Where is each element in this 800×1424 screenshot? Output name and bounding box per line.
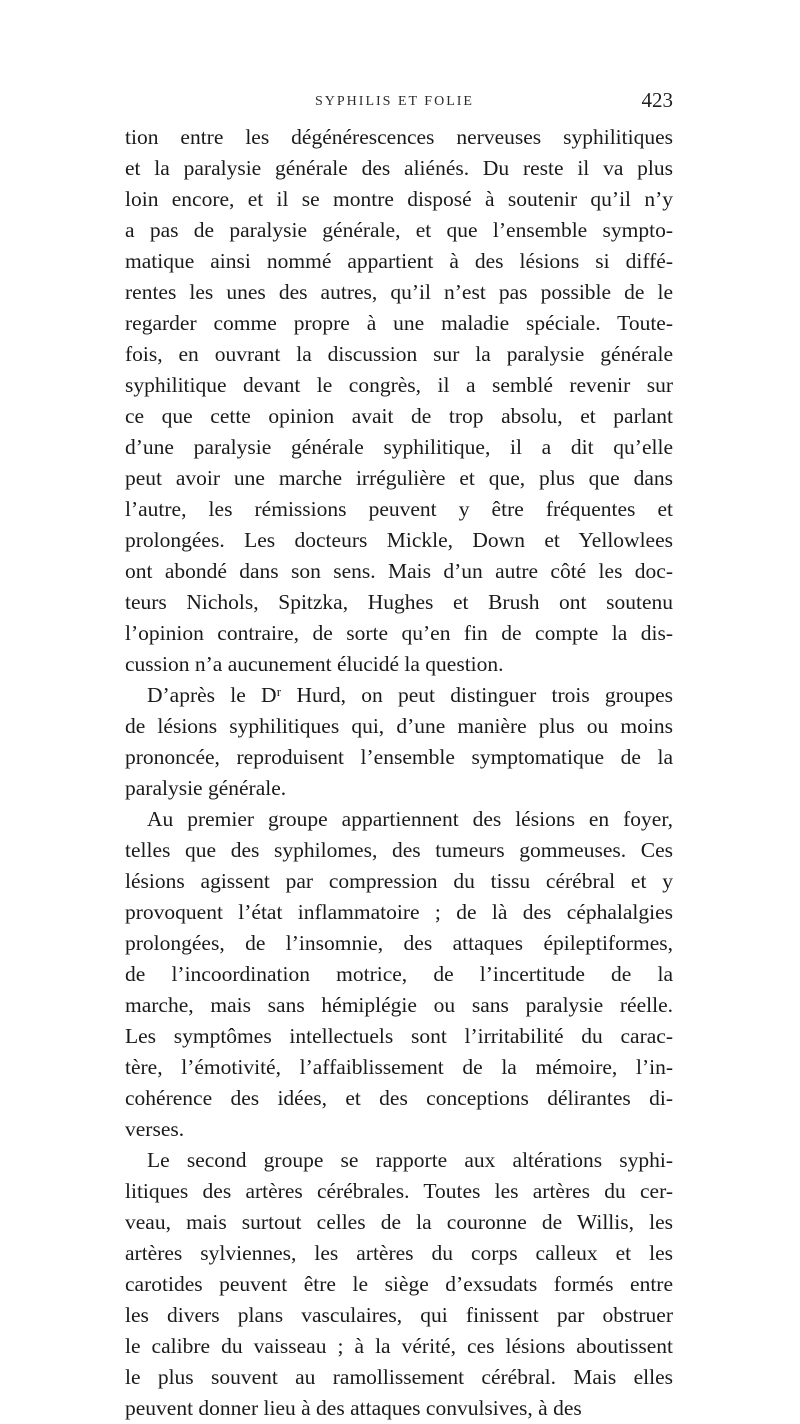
text-line: fois, en ouvrant la discussion sur la paralysie générale: [125, 342, 673, 366]
text-line: cohérence des idées, et des conceptions délirantes di-: [125, 1086, 673, 1110]
text-line: syphilitique devant le congrès, il a semblé revenir sur: [125, 373, 673, 397]
text-line: provoquent l’état inflammatoire ; de là des céphalalgies: [125, 900, 673, 924]
text-line: Les symptômes intellectuels sont l’irritabilité du carac-: [125, 1024, 673, 1048]
text-line: ce que cette opinion avait de trop absolu, et parlant: [125, 404, 673, 428]
text-line: Au premier groupe appartiennent des lésions en foyer,: [147, 807, 673, 831]
text-line: carotides peuvent être le siège d’exsudats formés entre: [125, 1272, 673, 1296]
paragraph: [125, 804, 673, 1145]
text-line: tère, l’émotivité, l’affaiblissement de la mémoire, l’in-: [125, 1055, 673, 1079]
text-line: prononcée, reproduisent l’ensemble symptomatique de la: [125, 745, 673, 769]
text-line: peut avoir une marche irrégulière et que, plus que dans: [125, 466, 673, 490]
text-line: rentes les unes des autres, qu’il n’est pas possible de le: [125, 280, 673, 304]
text-line: prolongées, de l’insomnie, des attaques épileptiformes,: [125, 931, 673, 955]
text-line: D’après le Dʳ Hurd, on peut distinguer trois groupes: [147, 683, 673, 707]
paragraph: [125, 1145, 673, 1424]
text-line: matique ainsi nommé appartient à des lésions si diffé-: [125, 249, 673, 273]
text-line: le calibre du vaisseau ; à la vérité, ces lésions aboutissent: [125, 1334, 673, 1358]
book-page: [125, 88, 673, 1424]
text-line: artères sylviennes, les artères du corps calleux et les: [125, 1241, 673, 1265]
text-line: peuvent donner lieu à des attaques convulsives, à des: [125, 1396, 582, 1420]
text-line: verses.: [125, 1117, 185, 1141]
running-head: [125, 88, 673, 122]
text-line: cussion n’a aucunement élucidé la question.: [125, 652, 504, 676]
running-head-title: SYPHILIS ET FOLIE: [315, 94, 474, 109]
text-line: d’une paralysie générale syphilitique, il a dit qu’elle: [125, 435, 673, 459]
text-line: marche, mais sans hémiplégie ou sans paralysie réelle.: [125, 993, 673, 1017]
paragraph: [125, 122, 673, 680]
text-line: et la paralysie générale des aliénés. Du reste il va plus: [125, 156, 673, 180]
text-line: veau, mais surtout celles de la couronne de Willis, les: [125, 1210, 673, 1234]
text-line: prolongées. Les docteurs Mickle, Down et Yellowlees: [125, 528, 673, 552]
text-line: tion entre les dégénérescences nerveuses syphilitiques: [125, 125, 673, 149]
text-line: ont abondé dans son sens. Mais d’un autre côté les doc-: [125, 559, 673, 583]
text-line: lésions agissent par compression du tissu cérébral et y: [125, 869, 673, 893]
text-line: le plus souvent au ramollissement cérébral. Mais elles: [125, 1365, 673, 1389]
text-line: litiques des artères cérébrales. Toutes les artères du cer-: [125, 1179, 673, 1203]
text-line: loin encore, et il se montre disposé à soutenir qu’il n’y: [125, 187, 673, 211]
page-number: 423: [641, 88, 673, 112]
text-line: les divers plans vasculaires, qui finissent par obstruer: [125, 1303, 673, 1327]
text-line: paralysie générale.: [125, 776, 287, 800]
text-line: telles que des syphilomes, des tumeurs gommeuses. Ces: [125, 838, 673, 862]
text-line: l’autre, les rémissions peuvent y être fréquentes et: [125, 497, 673, 521]
text-line: l’opinion contraire, de sorte qu’en fin de compte la dis-: [125, 621, 673, 645]
text-line: regarder comme propre à une maladie spéciale. Toute-: [125, 311, 673, 335]
body-text: [125, 122, 673, 1424]
text-line: de l’incoordination motrice, de l’incertitude de la: [125, 962, 673, 986]
text-line: a pas de paralysie générale, et que l’ensemble sympto-: [125, 218, 673, 242]
text-line: Le second groupe se rapporte aux altérations syphi-: [147, 1148, 673, 1172]
paragraph: [125, 680, 673, 804]
text-line: teurs Nichols, Spitzka, Hughes et Brush ont soutenu: [125, 590, 673, 614]
text-line: de lésions syphilitiques qui, d’une manière plus ou moins: [125, 714, 673, 738]
